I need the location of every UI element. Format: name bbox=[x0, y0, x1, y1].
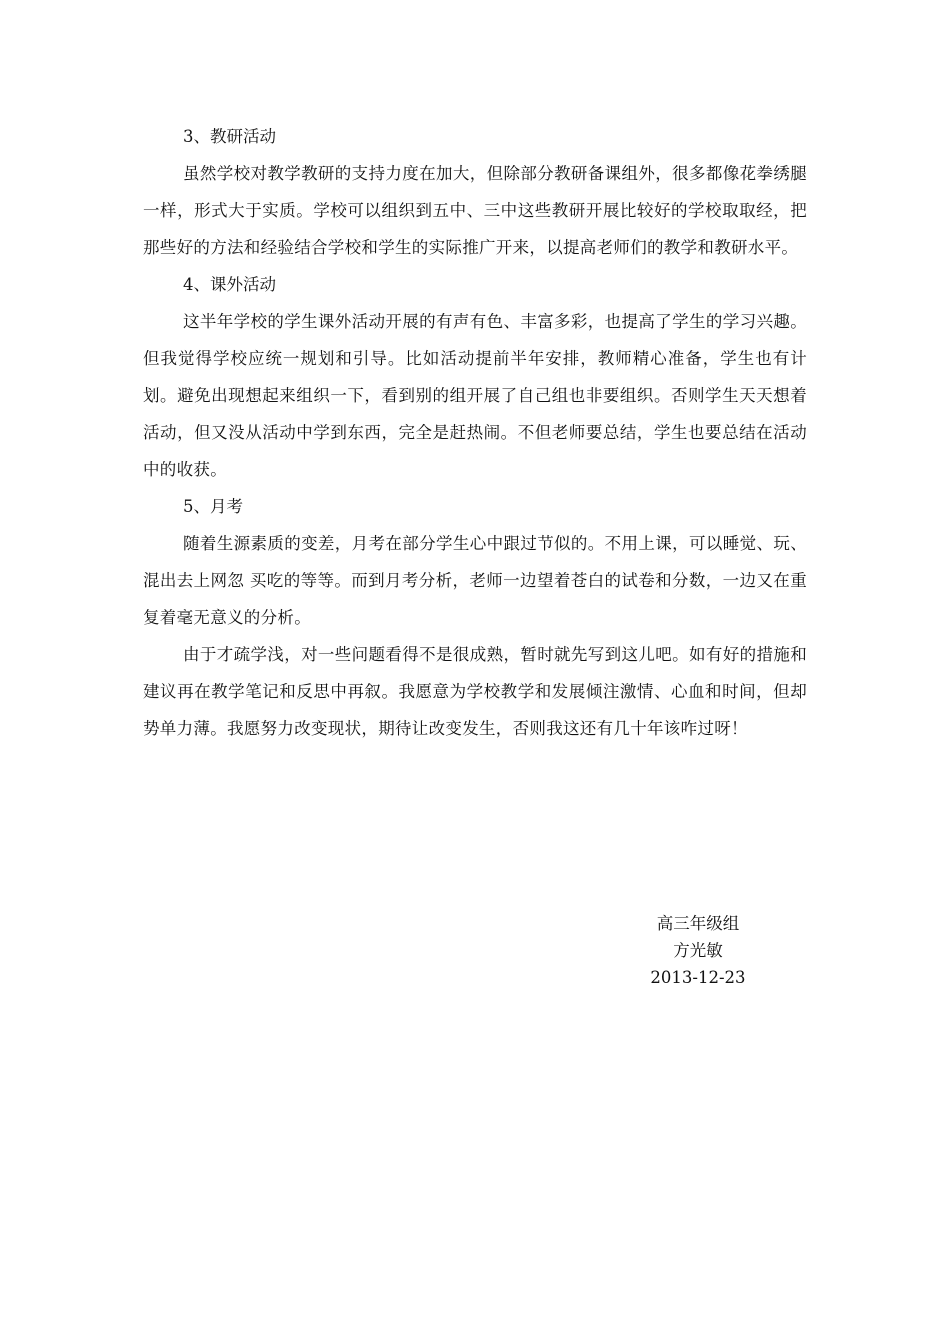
section-heading-extracurricular: 4、课外活动 bbox=[183, 275, 276, 294]
paragraph-closing: 由于才疏学浅，对一些问题看得不是很成熟，暂时就先写到这儿吧。如有好的措施和建议再在教学笔记和反思中再叙。我愿意为学校教学和发展倾注激情、心血和时间，但却势单力薄。我愿努力改变现状，期待让改变发生，否则我这还有几十年该咋过呀！ bbox=[143, 645, 807, 738]
paragraph-teaching-research: 虽然学校对教学教研的支持力度在加大，但除部分教研备课组外，很多都像花拳绣腿一样，形式大于实质。学校可以组织到五中、三中这些教研开展比较好的学校取取经，把那些好的方法和经验结合学校和学生的实际推广开来，以提高老师们的教学和教研水平。 bbox=[143, 164, 807, 257]
paragraph-extracurricular: 这半年学校的学生课外活动开展的有声有色、丰富多彩，也提高了学生的学习兴趣。但我觉得学校应统一规划和引导。比如活动提前半年安排，教师精心准备，学生也有计划。避免出现想起来组织一下，看到别的组开展了自己组也非要组织。否则学生天天想着活动，但又没从活动中学到东西，完全是赶热闹。不但老师要总结，学生也要总结在活动中的收获。 bbox=[143, 312, 807, 479]
signature-date: 2013-12-23 bbox=[650, 968, 746, 987]
section-heading-monthly-exam: 5、月考 bbox=[183, 497, 243, 516]
signature-block bbox=[600, 910, 796, 991]
paragraph-monthly-exam: 随着生源素质的变差，月考在部分学生心中跟过节似的。不用上课，可以睡觉、玩、混出去上网忽 买吃的等等。而到月考分析，老师一边望着苍白的试卷和分数，一边又在重复着毫无意义的分析。 bbox=[143, 534, 807, 627]
signature-name: 方光敏 bbox=[673, 941, 723, 960]
section-heading-teaching-research: 3、教研活动 bbox=[183, 127, 276, 146]
document-body bbox=[143, 118, 807, 747]
signature-group: 高三年级组 bbox=[656, 914, 740, 933]
